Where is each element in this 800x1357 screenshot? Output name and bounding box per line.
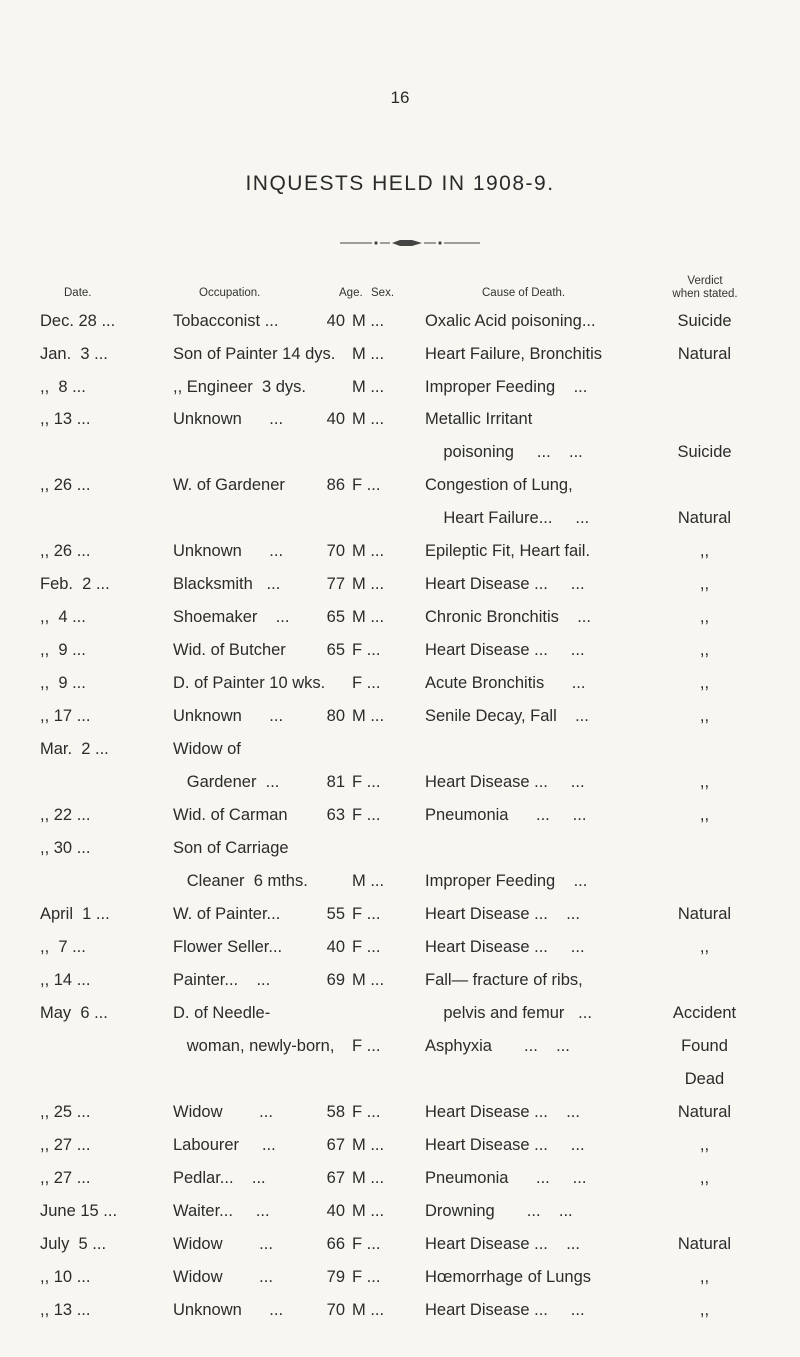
cell-verdict: ,,: [699, 674, 710, 692]
cell-cause: Heart Disease ... ...: [425, 773, 585, 791]
cell-verdict: ,,: [699, 707, 710, 725]
cell-verdict: ,,: [699, 938, 710, 956]
cell-sex: M ...: [352, 872, 385, 890]
cell-occupation: Unknown ...: [173, 542, 284, 560]
cell-date: ,, 10 ...: [40, 1268, 91, 1286]
cell-occupation: Shoemaker ...: [173, 608, 290, 626]
cell-occupation: W. of Gardener: [173, 476, 285, 494]
cell-date: ,, 26 ...: [40, 542, 91, 560]
cell-sex: F ...: [352, 476, 381, 494]
cell-cause: Heart Disease ... ...: [425, 575, 585, 593]
cell-age: 65: [326, 608, 345, 626]
cell-occupation: Unknown ...: [173, 1301, 284, 1319]
cell-cause: Senile Decay, Fall ...: [425, 707, 589, 725]
cell-occupation: Gardener ...: [173, 773, 280, 791]
cell-cause: Heart Disease ... ...: [425, 938, 585, 956]
header-date: Date.: [64, 287, 92, 299]
cell-occupation: ,, Engineer 3 dys.: [173, 378, 306, 396]
cell-verdict: ,,: [699, 608, 710, 626]
cell-date: ,, 13 ...: [40, 1301, 91, 1319]
cell-cause: Chronic Bronchitis ...: [425, 608, 591, 626]
cell-sex: M ...: [352, 608, 385, 626]
cell-occupation: Unknown ...: [173, 707, 284, 725]
cell-date: June 15 ...: [40, 1202, 118, 1220]
cell-date: Feb. 2 ...: [40, 575, 110, 593]
cell-occupation: Widow ...: [173, 1103, 273, 1121]
cell-date: April 1 ...: [40, 905, 110, 923]
cell-date: ,, 22 ...: [40, 806, 91, 824]
cell-verdict: Suicide: [677, 312, 732, 330]
cell-date: ,, 26 ...: [40, 476, 91, 494]
cell-sex: F ...: [352, 1037, 381, 1055]
cell-date: ,, 27 ...: [40, 1169, 91, 1187]
cell-occupation: Blacksmith ...: [173, 575, 281, 593]
cell-occupation: D. of Painter 10 wks.: [173, 674, 326, 692]
cell-verdict: ,,: [699, 1301, 710, 1319]
page-number: 16: [390, 88, 410, 107]
cell-sex: M ...: [352, 971, 385, 989]
cell-cause: poisoning ... ...: [425, 443, 583, 461]
cell-occupation: Unknown ...: [173, 410, 284, 428]
cell-age: 77: [326, 575, 345, 593]
cell-age: 66: [326, 1235, 345, 1253]
cell-date: ,, 9 ...: [40, 641, 86, 659]
cell-sex: M ...: [352, 1301, 385, 1319]
cell-sex: M ...: [352, 345, 385, 363]
cell-sex: M ...: [352, 575, 385, 593]
cell-sex: F ...: [352, 1103, 381, 1121]
cell-verdict: Dead: [684, 1070, 725, 1088]
cell-occupation: Tobacconist ...: [173, 312, 279, 330]
cell-cause: Heart Failure, Bronchitis: [425, 345, 602, 363]
cell-verdict: Natural: [677, 1235, 732, 1253]
cell-verdict: ,,: [699, 575, 710, 593]
cell-occupation: Flower Seller...: [173, 938, 283, 956]
cell-verdict: Natural: [677, 345, 732, 363]
cell-date: ,, 17 ...: [40, 707, 91, 725]
cell-age: 40: [326, 410, 345, 428]
cell-sex: F ...: [352, 938, 381, 956]
cell-age: 70: [326, 542, 345, 560]
cell-date: Dec. 28 ...: [40, 312, 116, 330]
cell-date: July 5 ...: [40, 1235, 107, 1253]
cell-date: ,, 25 ...: [40, 1103, 91, 1121]
cell-date: ,, 13 ...: [40, 410, 91, 428]
cell-sex: M ...: [352, 707, 385, 725]
cell-date: ,, 4 ...: [40, 608, 86, 626]
cell-date: Mar. 2 ...: [40, 740, 109, 758]
cell-age: 58: [326, 1103, 345, 1121]
cell-sex: M ...: [352, 1136, 385, 1154]
cell-cause: pelvis and femur ...: [425, 1004, 592, 1022]
cell-verdict: Found: [681, 1037, 728, 1055]
cell-sex: M ...: [352, 410, 385, 428]
cell-cause: Heart Disease ... ...: [425, 641, 585, 659]
header-cause: Cause of Death.: [482, 287, 566, 299]
cell-age: 80: [326, 707, 345, 725]
cell-verdict: ,,: [699, 542, 710, 560]
cell-age: 70: [326, 1301, 345, 1319]
cell-age: 55: [326, 905, 345, 923]
cell-occupation: W. of Painter...: [173, 905, 281, 923]
cell-sex: F ...: [352, 1235, 381, 1253]
cell-occupation: Wid. of Carman: [173, 806, 288, 824]
cell-cause: Heart Failure... ...: [425, 509, 590, 527]
page-title: INQUESTS HELD IN 1908-9.: [245, 172, 555, 195]
cell-age: 79: [326, 1268, 345, 1286]
cell-sex: F ...: [352, 773, 381, 791]
cell-verdict: ,,: [699, 773, 710, 791]
cell-occupation: Labourer ...: [173, 1136, 276, 1154]
cell-sex: F ...: [352, 674, 381, 692]
cell-occupation: Painter... ...: [173, 971, 271, 989]
cell-date: ,, 8 ...: [40, 378, 86, 396]
cell-age: 65: [326, 641, 345, 659]
cell-verdict: Accident: [672, 1004, 737, 1022]
cell-cause: Heart Disease ... ...: [425, 1235, 580, 1253]
cell-occupation: Waiter... ...: [173, 1202, 270, 1220]
cell-verdict: ,,: [699, 641, 710, 659]
cell-sex: M ...: [352, 542, 385, 560]
cell-sex: M ...: [352, 1169, 385, 1187]
cell-cause: Drowning ... ...: [425, 1202, 573, 1220]
cell-cause: Oxalic Acid poisoning...: [425, 312, 596, 330]
cell-occupation: Widow of: [173, 740, 241, 758]
cell-occupation: Son of Carriage: [173, 839, 289, 857]
cell-cause: Epileptic Fit, Heart fail.: [425, 542, 591, 560]
header-verdict-line1: Verdict: [687, 275, 723, 287]
cell-verdict: Natural: [677, 1103, 732, 1121]
header-age: Age.: [339, 287, 363, 299]
cell-occupation: Wid. of Butcher: [173, 641, 286, 659]
cell-cause: Metallic Irritant: [425, 410, 533, 428]
cell-sex: F ...: [352, 905, 381, 923]
cell-cause: Improper Feeding ...: [425, 378, 588, 396]
cell-age: 40: [326, 312, 345, 330]
cell-sex: M ...: [352, 378, 385, 396]
cell-occupation: Pedlar... ...: [173, 1169, 266, 1187]
cell-date: ,, 27 ...: [40, 1136, 91, 1154]
cell-verdict: Suicide: [677, 443, 732, 461]
cell-sex: F ...: [352, 806, 381, 824]
cell-date: Jan. 3 ...: [40, 345, 108, 363]
cell-cause: Acute Bronchitis ...: [425, 674, 586, 692]
cell-cause: Heart Disease ... ...: [425, 1136, 585, 1154]
cell-occupation: Widow ...: [173, 1235, 273, 1253]
cell-date: ,, 30 ...: [40, 839, 91, 857]
cell-verdict: ,,: [699, 1169, 710, 1187]
cell-age: 86: [326, 476, 345, 494]
cell-verdict: Natural: [677, 905, 732, 923]
cell-cause: Congestion of Lung,: [425, 476, 573, 494]
header-sex: Sex.: [371, 287, 395, 299]
cell-date: ,, 7 ...: [40, 938, 86, 956]
cell-age: 40: [326, 1202, 345, 1220]
cell-age: 69: [326, 971, 345, 989]
cell-cause: Heart Disease ... ...: [425, 1103, 580, 1121]
cell-occupation: Son of Painter 14 dys.: [173, 345, 336, 363]
cell-occupation: Widow ...: [173, 1268, 273, 1286]
cell-verdict: ,,: [699, 806, 710, 824]
cell-sex: M ...: [352, 1202, 385, 1220]
cell-age: 40: [326, 938, 345, 956]
cell-cause: Pneumonia ... ...: [425, 1169, 587, 1187]
cell-verdict: Natural: [677, 509, 732, 527]
cell-age: 63: [326, 806, 345, 824]
cell-date: ,, 14 ...: [40, 971, 91, 989]
cell-sex: M ...: [352, 312, 385, 330]
cell-age: 81: [326, 773, 345, 791]
cell-age: 67: [326, 1136, 345, 1154]
cell-occupation: Cleaner 6 mths.: [173, 872, 308, 890]
header-verdict-line2: when stated.: [672, 288, 738, 300]
cell-occupation: woman, newly-born,: [173, 1037, 335, 1055]
cell-cause: Improper Feeding ...: [425, 872, 588, 890]
cell-age: 67: [326, 1169, 345, 1187]
cell-occupation: D. of Needle-: [173, 1004, 271, 1022]
cell-verdict: ,,: [699, 1136, 710, 1154]
cell-cause: Hœmorrhage of Lungs: [425, 1268, 591, 1286]
cell-verdict: ,,: [699, 1268, 710, 1286]
cell-sex: F ...: [352, 1268, 381, 1286]
cell-cause: Fall— fracture of ribs,: [425, 971, 583, 989]
cell-cause: Heart Disease ... ...: [425, 905, 580, 923]
cell-cause: Heart Disease ... ...: [425, 1301, 585, 1319]
cell-date: ,, 9 ...: [40, 674, 86, 692]
cell-cause: Pneumonia ... ...: [425, 806, 587, 824]
cell-sex: F ...: [352, 641, 381, 659]
cell-cause: Asphyxia ... ...: [425, 1037, 570, 1055]
header-occupation: Occupation.: [199, 287, 261, 299]
cell-date: May 6 ...: [40, 1004, 108, 1022]
